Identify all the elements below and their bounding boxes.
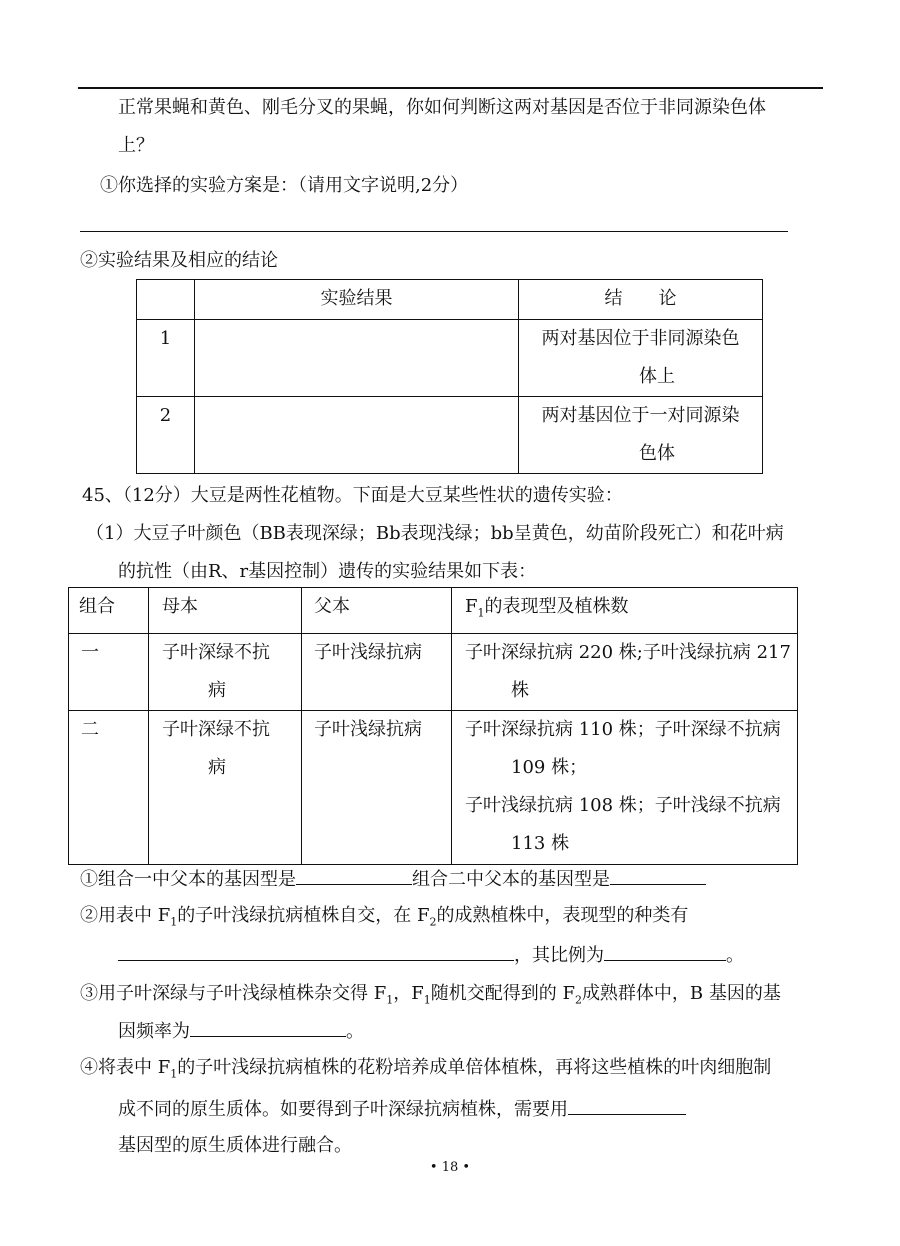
f1-cell: 子叶深绿抗病 220 株;子叶浅绿抗病 217 株 — [452, 633, 798, 710]
row-number: 1 — [137, 320, 195, 397]
text-line: 的抗性（由R、r基因控制）遗传的实验结果如下表： — [118, 561, 537, 582]
answer-blank[interactable] — [296, 866, 412, 885]
question-prompt: ①你选择的实验方案是：（请用文字说明,2分） — [100, 175, 469, 196]
question-line: ，其比例为 。 — [118, 942, 744, 968]
answer-blank[interactable] — [190, 1018, 346, 1037]
text-line: （1）大豆子叶颜色（BB表现深绿；Bb表现浅绿；bb呈黄色，幼苗阶段死亡）和花叶病 — [86, 523, 784, 544]
result-cell[interactable] — [195, 320, 519, 397]
answer-blank[interactable] — [118, 942, 514, 961]
table-header-cell: 组合 — [69, 588, 149, 634]
father-cell: 子叶浅绿抗病 — [302, 710, 452, 864]
question-line: ①组合一中父本的基因型是 组合二中父本的基因型是 — [80, 866, 706, 892]
page-number: • 18 • — [429, 1160, 471, 1175]
text-line: 正常果蝇和黄色、刚毛分叉的果蝇，你如何判断这两对基因是否位于非同源染色体 — [118, 97, 766, 118]
table-header-cell — [137, 280, 195, 320]
text-line: 上？ — [118, 135, 154, 156]
genetics-table — [68, 587, 798, 865]
table-header-cell: $F_1$的表现型及植株数 — [452, 588, 798, 634]
answer-line[interactable] — [80, 231, 788, 232]
answer-blank[interactable] — [568, 1096, 686, 1115]
table-header-cell: 母本 — [149, 588, 302, 634]
question-line: 成不同的原生质体。如要得到子叶深绿抗病植株，需要用 — [118, 1096, 686, 1122]
mother-cell: 子叶深绿不抗 病 — [149, 633, 302, 710]
row-number: 2 — [137, 397, 195, 474]
question-line: ②用表中 $F_1$的子叶浅绿抗病植株自交，在 $F_2$的成熟植株中，表现型的种类有 — [80, 905, 689, 929]
question-line: 因频率为 。 — [118, 1018, 364, 1044]
result-cell[interactable] — [195, 397, 519, 474]
table-row — [137, 320, 763, 397]
f1-cell: 子叶深绿抗病 110 株；子叶深绿不抗病 109 株； 子叶浅绿抗病 108 株；子叶浅绿不抗病 113 株 — [452, 710, 798, 864]
table-row — [69, 633, 798, 710]
question-line: ④将表中 $F_1$的子叶浅绿抗病植株的花粉培养成单倍体植株，再将这些植株的叶肉细胞制 — [80, 1057, 772, 1081]
table-header-cell: 父本 — [302, 588, 452, 634]
conclusion-cell: 两对基因位于一对同源染 色体 — [519, 397, 763, 474]
question-line: ③用子叶深绿与子叶浅绿植株杂交得 $F_1$，$F_1$随机交配得到的 $F_2$成熟群体中，B 基因的基 — [80, 983, 781, 1007]
text-line: ②实验结果及相应的结论 — [80, 250, 278, 271]
group-cell: 二 — [69, 710, 149, 864]
text-line: 基因型的原生质体进行融合。 — [118, 1135, 352, 1156]
answer-blank[interactable] — [610, 866, 706, 885]
table-row — [137, 397, 763, 474]
mother-cell: 子叶深绿不抗 病 — [149, 710, 302, 864]
father-cell: 子叶浅绿抗病 — [302, 633, 452, 710]
answer-blank[interactable] — [604, 942, 726, 961]
group-cell: 一 — [69, 633, 149, 710]
table-row — [69, 710, 798, 864]
result-conclusion-table — [136, 279, 763, 474]
table-header-cell: 实验结果 — [195, 280, 519, 320]
header-rule — [78, 87, 823, 89]
conclusion-cell: 两对基因位于非同源染色 体上 — [519, 320, 763, 397]
question-title: 45、（12分）大豆是两性花植物。下面是大豆某些性状的遗传实验： — [82, 485, 623, 506]
table-header-cell: 结 论 — [519, 280, 763, 320]
